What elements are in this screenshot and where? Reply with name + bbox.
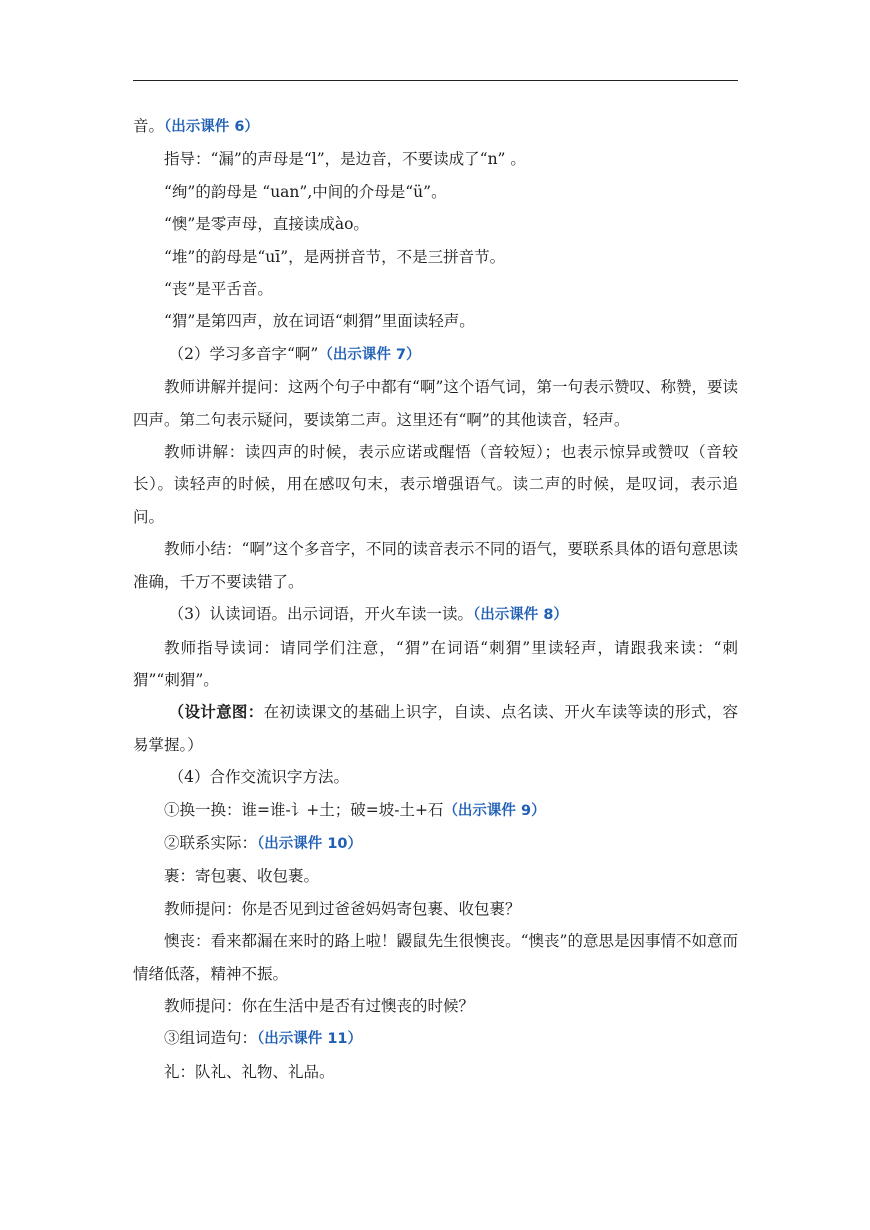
paragraph: （2）学习多音字“啊”（出示课件 7） xyxy=(168,344,421,363)
paragraph: （4）合作交流识字方法。 xyxy=(168,768,350,787)
paragraph: ①换一换：谁=谁-讠+土；破=坡-土+石（出示课件 9） xyxy=(164,800,546,819)
paragraph: 教师提问：你在生活中是否有过懊丧的时候？ xyxy=(164,996,475,1015)
paragraph: 教师讲解并提问：这两个句子中都有“啊”这个语气词，第一句表示赞叹、称赞，要读四声。第二句表示疑问，要读第二声。这里还有“啊”的其他读音，轻声。 xyxy=(133,378,738,429)
courseware-ref: （出示课件 7） xyxy=(318,346,421,363)
paragraph: 音。（出示课件 6） xyxy=(133,117,259,135)
courseware-ref: （出示课件 9） xyxy=(443,802,546,819)
paragraph: 裹：寄包裹、收包裹。 xyxy=(164,867,320,886)
paragraph: 教师小结：“啊”这个多音字，不同的读音表示不同的语气，要联系具体的语句意思读准确，千万不要读错了。 xyxy=(133,540,738,591)
paragraph: 礼：队礼、礼物、礼品。 xyxy=(164,1062,335,1081)
header-rule xyxy=(133,80,738,81)
paragraph: 教师讲解：读四声的时候，表示应诺或醒悟（音较短）；也表示惊异或赞叹（音较长）。读轻声的时候，用在感叹句末，表示增强语气。读二声的时候，是叹词，表示追问。 xyxy=(133,443,738,526)
courseware-ref: （出示课件 8） xyxy=(473,607,568,624)
paragraph: “堆”的韵母是“uī”，是两拼音节，不是三拼音节。 xyxy=(164,247,506,266)
courseware-ref: （出示课件 6） xyxy=(164,119,259,135)
paragraph: （3）认读词语。出示词语，开火车读一读。（出示课件 8） xyxy=(168,605,568,624)
paragraph: “猬”是第四声，放在词语“刺猬”里面读轻声。 xyxy=(164,312,475,331)
paragraph: “绚”的韵母是 “uan”,中间的介母是“ü”。 xyxy=(164,182,447,201)
paragraph: “丧”是平舌音。 xyxy=(164,280,273,299)
design-intent-label: （设计意图： xyxy=(168,702,264,722)
document-body xyxy=(133,110,738,1088)
paragraph: 指导：“漏”的声母是“l”，是边音，不要读成了“n” 。 xyxy=(164,150,526,169)
paragraph: ②联系实际：（出示课件 10） xyxy=(164,833,362,852)
courseware-ref: （出示课件 11） xyxy=(257,1031,362,1048)
paragraph: “懊”是零声母，直接读成ào。 xyxy=(164,215,369,234)
paragraph: 教师提问：你是否见到过爸爸妈妈寄包裹、收包裹？ xyxy=(164,899,521,918)
paragraph: 教师指导读词：请同学们注意，“猬”在词语“刺猬”里读轻声，请跟我来读：“刺猬”“刺猬”。 xyxy=(133,638,738,689)
design-intent-paragraph: （设计意图：在初读课文的基础上识字，自读、点名读、开火车读等读的形式，容易掌握。） xyxy=(133,702,738,754)
paragraph: ③组词造句：（出示课件 11） xyxy=(164,1029,362,1048)
courseware-ref: （出示课件 10） xyxy=(257,835,362,852)
paragraph: 懊丧：看来都漏在来时的路上啦！鼹鼠先生很懊丧。“懊丧”的意思是因事情不如意而情绪低落，精神不振。 xyxy=(133,932,738,983)
